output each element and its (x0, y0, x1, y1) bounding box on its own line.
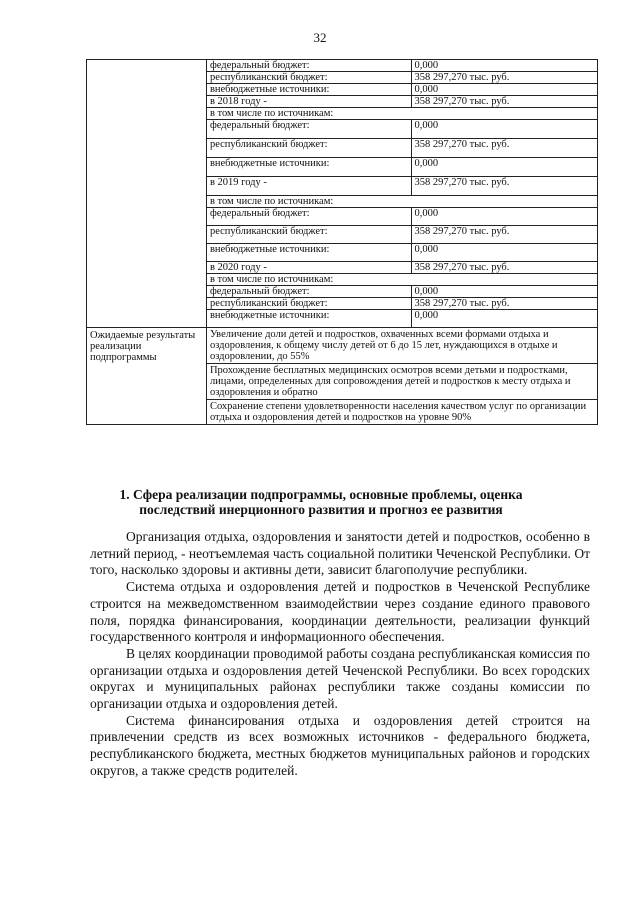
source-cell: внебюджетные источники: (206, 244, 411, 262)
empty-label-cell (87, 60, 207, 328)
table-row (87, 60, 598, 72)
results-label-cell: Ожидаемые результаты реализации подпрограммы (87, 328, 207, 425)
source-cell: внебюджетные источники: (206, 158, 411, 177)
value-cell: 0,000 (411, 60, 597, 72)
value-cell: 0,000 (411, 120, 597, 139)
source-cell: федеральный бюджет: (206, 120, 411, 139)
section-heading: 1. Сфера реализации подпрограммы, основные проблемы, оценка последствий инерционного развития и прогноз ее развития (119, 487, 523, 517)
source-cell: в 2020 году - (206, 262, 411, 274)
source-cell: внебюджетные источники: (206, 310, 411, 328)
paragraph: Организация отдыха, оздоровления и занятости детей и подростков, особенно в летний период, - неотъемлемая часть социальной политики Чеченской Республики. От того, насколько здоровы и активны дети, зависит благополучие республики. (90, 529, 590, 578)
source-cell: в 2018 году - (206, 96, 411, 108)
source-cell: федеральный бюджет: (206, 208, 411, 226)
value-cell: 358 297,270 тыс. руб. (411, 226, 597, 244)
body-text (90, 529, 590, 780)
subheader-cell: в том числе по источникам: (206, 196, 597, 208)
value-cell: 0,000 (411, 158, 597, 177)
source-cell: федеральный бюджет: (206, 60, 411, 72)
result-cell: Прохождение бесплатных медицинских осмотров всеми детьми и подростками, лицами, определенных для сопровождения детей и подростков к месту отдыха и оздоровления и обратно (206, 364, 597, 400)
page-number: 32 (313, 30, 327, 45)
table-row (87, 328, 598, 364)
paragraph: В целях координации проводимой работы создана республиканская комиссия по организации отдыха и оздоровления детей Чеченской Республики. Во всех городских округах и муниципальных районах республики также созданы комиссии по организации отдыха и оздоровления детей. (90, 645, 590, 712)
subheader-cell: в том числе по источникам: (206, 274, 597, 286)
passport-table (86, 59, 598, 425)
source-cell: республиканский бюджет: (206, 139, 411, 158)
paragraph: Система финансирования отдыха и оздоровления детей строится на привлечении средств из всех возможных источников - федерального бюджета, республиканского бюджета, местных бюджетов муниципальных районов и городских округов, а также средств родителей. (90, 712, 590, 778)
value-cell: 0,000 (411, 310, 597, 328)
subheader-cell: в том числе по источникам: (206, 108, 597, 120)
result-cell: Сохранение степени удовлетворенности населения качеством услуг по организации отдыха и оздоровления детей и подростков на уровне 90% (206, 400, 597, 425)
value-cell: 0,000 (411, 286, 597, 298)
source-cell: в 2019 году - (206, 177, 411, 196)
value-cell: 0,000 (411, 84, 597, 96)
value-cell: 0,000 (411, 244, 597, 262)
source-cell: республиканский бюджет: (206, 226, 411, 244)
paragraph: Система отдыха и оздоровления детей и подростков в Чеченской Республике строится на межведомственном взаимодействии через создание единого правового поля, порядка финансирования, координации деятельности, реализации функций государственного контроля и информационного обеспечения. (90, 579, 590, 645)
value-cell: 358 297,270 тыс. руб. (411, 298, 597, 310)
value-cell: 358 297,270 тыс. руб. (411, 96, 597, 108)
value-cell: 358 297,270 тыс. руб. (411, 139, 597, 158)
result-cell: Увеличение доли детей и подростков, охваченных всеми формами отдыха и оздоровления, к общему числу детей от 6 до 15 лет, нуждающихся в отдыхе и оздоровлении, до 55% (206, 328, 597, 364)
value-cell: 358 297,270 тыс. руб. (411, 72, 597, 84)
source-cell: республиканский бюджет: (206, 298, 411, 310)
value-cell: 358 297,270 тыс. руб. (411, 177, 597, 196)
source-cell: внебюджетные источники: (206, 84, 411, 96)
source-cell: республиканский бюджет: (206, 72, 411, 84)
value-cell: 358 297,270 тыс. руб. (411, 262, 597, 274)
source-cell: федеральный бюджет: (206, 286, 411, 298)
value-cell: 0,000 (411, 208, 597, 226)
